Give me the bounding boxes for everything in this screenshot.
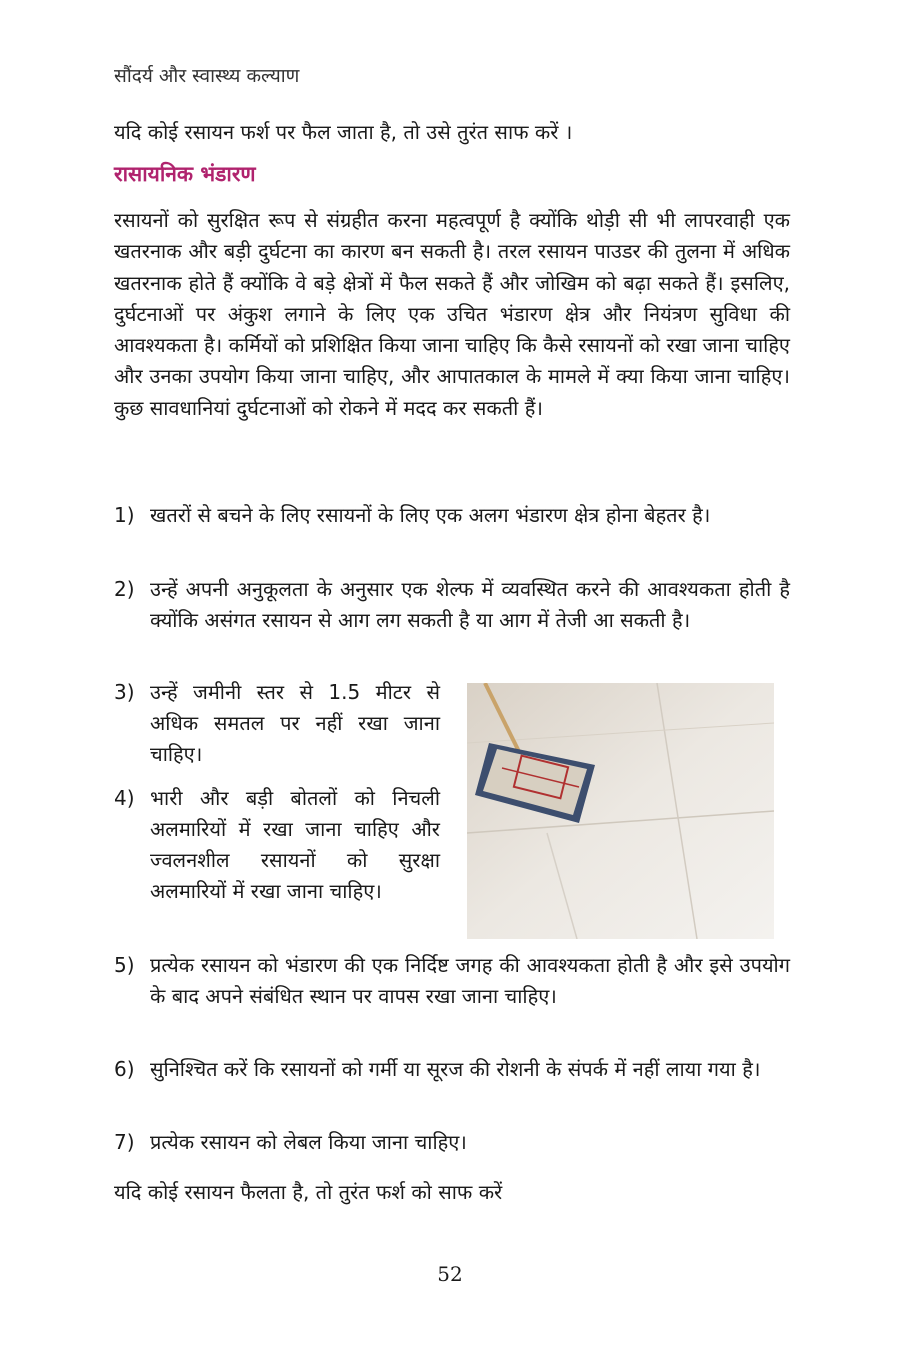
list-item: [114, 950, 790, 1012]
list-item-text: खतरों से बचने के लिए रसायनों के लिए एक अलग भंडारण क्षेत्र होना बेहतर है।: [150, 503, 711, 527]
list-item-number: 5): [114, 953, 135, 977]
section-heading: रासायनिक भंडारण: [114, 162, 256, 186]
list-item: [114, 783, 440, 907]
list-item: [114, 574, 790, 636]
list-item-number: 1): [114, 503, 135, 527]
list-item-text: प्रत्येक रसायन को भंडारण की एक निर्दिष्ट जगह की आवश्यकता होती है और इसे उपयोग के बाद अपने संबंधित स्थान पर वापस रखा जाना चाहिए।: [150, 953, 790, 1008]
list-item-text: भारी और बड़ी बोतलों को निचली अलमारियों में रखा जाना चाहिए और ज्वलनशील रसायनों को सुरक्षा अलमारियों में रखा जाना चाहिए।: [150, 786, 440, 903]
list-item-text: सुनिश्चित करें कि रसायनों को गर्मी या सूरज की रोशनी के संपर्क में नहीं लाया गया है।: [150, 1057, 761, 1081]
list-item-text: उन्हें जमीनी स्तर से 1.5 मीटर से अधिक समतल पर नहीं रखा जाना चाहिए।: [150, 680, 440, 766]
list-item-number: 4): [114, 786, 135, 810]
list-item: [114, 1054, 790, 1085]
list-item-text: प्रत्येक रसायन को लेबल किया जाना चाहिए।: [150, 1130, 467, 1154]
closing-line: यदि कोई रसायन फैलता है, तो तुरंत फर्श को साफ करें: [114, 1180, 503, 1204]
list-item-number: 6): [114, 1057, 135, 1081]
mop-illustration: [467, 683, 774, 939]
section-paragraph: रसायनों को सुरक्षित रूप से संग्रहीत करना महत्वपूर्ण है क्योंकि थोड़ी सी भी लापरवाही एक खतरनाक और बड़ी दुर्घटना का कारण बन सकती है। तरल रसायन पाउडर की तुलना में अधिक खतरनाक होते हैं क्योंकि वे बड़े क्षेत्रों में फैल सकते हैं और जोखिम को बढ़ा सकते हैं। इसलिए, दुर्घटनाओं पर अंकुश लगाने के लिए एक उचित भंडारण क्षेत्र और नियंत्रण सुविधा की आवश्यकता है। कर्मियों को प्रशिक्षित किया जाना चाहिए कि कैसे रसायनों को रखा जाना चाहिए और उनका उपयोग किया जाना चाहिए, और आपातकाल के मामले में क्या किया जाना चाहिए। कुछ सावधानियां दुर्घटनाओं को रोकने में मदद कर सकती हैं।: [114, 208, 790, 420]
list-item: [114, 500, 754, 531]
mop-on-floor-photo: [467, 683, 774, 939]
page-number: 52: [437, 1262, 463, 1286]
intro-line: यदि कोई रसायन फर्श पर फैल जाता है, तो उसे तुरंत साफ करें ।: [114, 120, 573, 144]
list-item-number: 3): [114, 680, 135, 704]
list-item: [114, 1127, 790, 1158]
list-item-text: उन्हें अपनी अनुकूलता के अनुसार एक शेल्फ में व्यवस्थित करने की आवश्यकता होती है क्योंकि असंगत रसायन से आग लग सकती है या आग में तेजी आ सकती है।: [150, 577, 790, 632]
running-header: सौंदर्य और स्वास्थ्य कल्याण: [114, 65, 300, 87]
list-item-number: 2): [114, 577, 135, 601]
list-item: [114, 677, 440, 770]
list-item-number: 7): [114, 1130, 135, 1154]
